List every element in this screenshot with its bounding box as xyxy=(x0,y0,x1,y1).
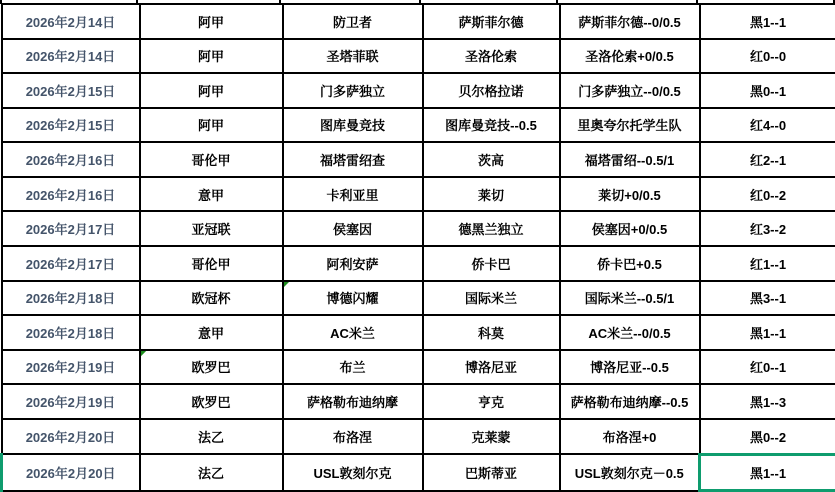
cell-handicap[interactable]: 图库曼竞技--0.5 xyxy=(423,108,560,143)
cell-away-team[interactable]: 莱切 xyxy=(423,177,560,212)
cell-league[interactable]: 法乙 xyxy=(140,454,283,490)
cell-result[interactable]: 红3--2 xyxy=(700,211,835,246)
cell-date[interactable]: 2026年2月16日 xyxy=(2,177,140,212)
cell-handicap[interactable]: USL敦刻尔克－0.5 xyxy=(560,454,700,490)
cell-away-team[interactable]: 国际米兰 xyxy=(423,281,560,316)
cell-league[interactable] xyxy=(140,350,283,385)
cell-league[interactable]: 意甲 xyxy=(140,315,283,350)
cell-away-team[interactable]: 德黑兰独立 xyxy=(423,211,560,246)
cell-handicap[interactable]: 博洛尼亚--0.5 xyxy=(560,350,700,385)
cell-league[interactable]: 法乙 xyxy=(140,419,283,454)
cell-result[interactable]: 黑1--1 xyxy=(700,315,835,350)
cell-league[interactable]: 哥伦甲 xyxy=(140,142,283,177)
cell-result[interactable]: 红0--2 xyxy=(700,177,835,212)
cell-date[interactable]: 2026年2月20日 xyxy=(2,454,140,490)
cell-away-team[interactable]: 巴斯蒂亚 xyxy=(423,454,560,490)
cell-date[interactable]: 2026年2月19日 xyxy=(2,384,140,419)
cell-handicap[interactable]: 侨卡巴+0.5 xyxy=(560,246,700,281)
table-row xyxy=(2,142,835,177)
table-row xyxy=(2,384,835,419)
cell-away-team[interactable]: 贝尔格拉诺 xyxy=(423,73,560,108)
cell-result[interactable]: 黑3--1 xyxy=(700,281,835,316)
cell-handicap[interactable]: 门多萨独立--0/0.5 xyxy=(560,73,700,108)
match-results-table xyxy=(0,3,835,492)
cell-league[interactable]: 欧冠杯 xyxy=(140,281,283,316)
cell-date[interactable]: 2026年2月17日 xyxy=(2,211,140,246)
table-row xyxy=(2,315,835,350)
table-row xyxy=(2,177,835,212)
cell-league[interactable]: 阿甲 xyxy=(140,4,283,39)
table-row xyxy=(2,39,835,74)
table-row xyxy=(2,108,835,143)
cell-handicap[interactable]: 侯塞因+0/0.5 xyxy=(560,211,700,246)
cell-away-team[interactable]: 萨斯菲尔德 xyxy=(423,4,560,39)
cell-result[interactable]: 红0--0 xyxy=(700,39,835,74)
cell-away-team[interactable]: 圣洛伦索 xyxy=(423,39,560,74)
cell-date[interactable]: 2026年2月17日 xyxy=(2,246,140,281)
cell-home-team[interactable] xyxy=(283,281,423,316)
cell-result[interactable]: 红1--1 xyxy=(700,246,835,281)
cell-result[interactable]: 红2--1 xyxy=(700,142,835,177)
error-indicator-icon xyxy=(141,351,147,357)
cell-handicap[interactable]: 布洛涅+0 xyxy=(560,419,700,454)
cell-date[interactable]: 2026年2月18日 xyxy=(2,315,140,350)
cell-home-team[interactable]: AC米兰 xyxy=(283,315,423,350)
table-row xyxy=(2,73,835,108)
cell-handicap[interactable]: 萨斯菲尔德--0/0.5 xyxy=(560,4,700,39)
cell-date[interactable]: 2026年2月19日 xyxy=(2,350,140,385)
table-row xyxy=(2,281,835,316)
cell-away-team[interactable]: 亨克 xyxy=(423,384,560,419)
cell-league[interactable]: 阿甲 xyxy=(140,73,283,108)
error-indicator-icon xyxy=(284,282,290,288)
cell-away-team[interactable]: 博洛尼亚 xyxy=(423,350,560,385)
cell-text: 欧罗巴 xyxy=(191,360,231,376)
cell-away-team[interactable]: 茨高 xyxy=(423,142,560,177)
cell-result[interactable]: 红4--0 xyxy=(700,108,835,143)
cell-text: 博德闪耀 xyxy=(326,291,379,307)
table-row xyxy=(2,350,835,385)
cell-home-team[interactable]: 萨格勒布迪纳摩 xyxy=(283,384,423,419)
cell-handicap[interactable]: 莱切+0/0.5 xyxy=(560,177,700,212)
cell-result[interactable]: 黑1--3 xyxy=(700,384,835,419)
table-row-selected xyxy=(2,454,835,490)
cell-handicap[interactable]: 圣洛伦索+0/0.5 xyxy=(560,39,700,74)
cell-league[interactable]: 阿甲 xyxy=(140,108,283,143)
cell-home-team[interactable]: 布兰 xyxy=(283,350,423,385)
cell-home-team[interactable]: 卡利亚里 xyxy=(283,177,423,212)
cell-away-team[interactable]: 科莫 xyxy=(423,315,560,350)
cell-date[interactable]: 2026年2月14日 xyxy=(2,39,140,74)
cell-league[interactable]: 哥伦甲 xyxy=(140,246,283,281)
cell-result-active[interactable]: 黑1--1 xyxy=(700,454,835,490)
table-row xyxy=(2,211,835,246)
cell-result[interactable]: 黑1--1 xyxy=(700,4,835,39)
cell-date[interactable]: 2026年2月18日 xyxy=(2,281,140,316)
cell-result[interactable]: 红0--1 xyxy=(700,350,835,385)
cell-date[interactable]: 2026年2月15日 xyxy=(2,108,140,143)
cell-home-team[interactable]: USL敦刻尔克 xyxy=(283,454,423,490)
cell-handicap[interactable]: 国际米兰--0.5/1 xyxy=(560,281,700,316)
cell-result[interactable]: 黑0--1 xyxy=(700,73,835,108)
cell-league[interactable]: 亚冠联 xyxy=(140,211,283,246)
cell-away-team[interactable]: 克莱蒙 xyxy=(423,419,560,454)
cell-home-team[interactable]: 防卫者 xyxy=(283,4,423,39)
cell-league[interactable]: 阿甲 xyxy=(140,39,283,74)
cell-home-team[interactable]: 门多萨独立 xyxy=(283,73,423,108)
cell-date[interactable]: 2026年2月14日 xyxy=(2,4,140,39)
cell-handicap[interactable]: 萨格勒布迪纳摩--0.5 xyxy=(560,384,700,419)
cell-home-team[interactable]: 侯塞因 xyxy=(283,211,423,246)
cell-result[interactable]: 黑0--2 xyxy=(700,419,835,454)
cell-away-team[interactable]: 里奥夸尔托学生队 xyxy=(560,108,700,143)
cell-home-team[interactable]: 福塔雷绍查 xyxy=(283,142,423,177)
cell-handicap[interactable]: AC米兰--0/0.5 xyxy=(560,315,700,350)
cell-home-team[interactable]: 阿利安萨 xyxy=(283,246,423,281)
table-row xyxy=(2,246,835,281)
cell-date[interactable]: 2026年2月16日 xyxy=(2,142,140,177)
cell-home-team[interactable]: 图库曼竞技 xyxy=(283,108,423,143)
cell-date[interactable]: 2026年2月20日 xyxy=(2,419,140,454)
table-row xyxy=(2,4,835,39)
cell-handicap[interactable]: 福塔雷绍--0.5/1 xyxy=(560,142,700,177)
cell-away-team[interactable]: 侨卡巴 xyxy=(423,246,560,281)
cell-date[interactable]: 2026年2月15日 xyxy=(2,73,140,108)
cell-home-team[interactable]: 布洛涅 xyxy=(283,419,423,454)
cell-league[interactable]: 意甲 xyxy=(140,177,283,212)
cell-league[interactable]: 欧罗巴 xyxy=(140,384,283,419)
table-row xyxy=(2,419,835,454)
cell-home-team[interactable]: 圣塔菲联 xyxy=(283,39,423,74)
